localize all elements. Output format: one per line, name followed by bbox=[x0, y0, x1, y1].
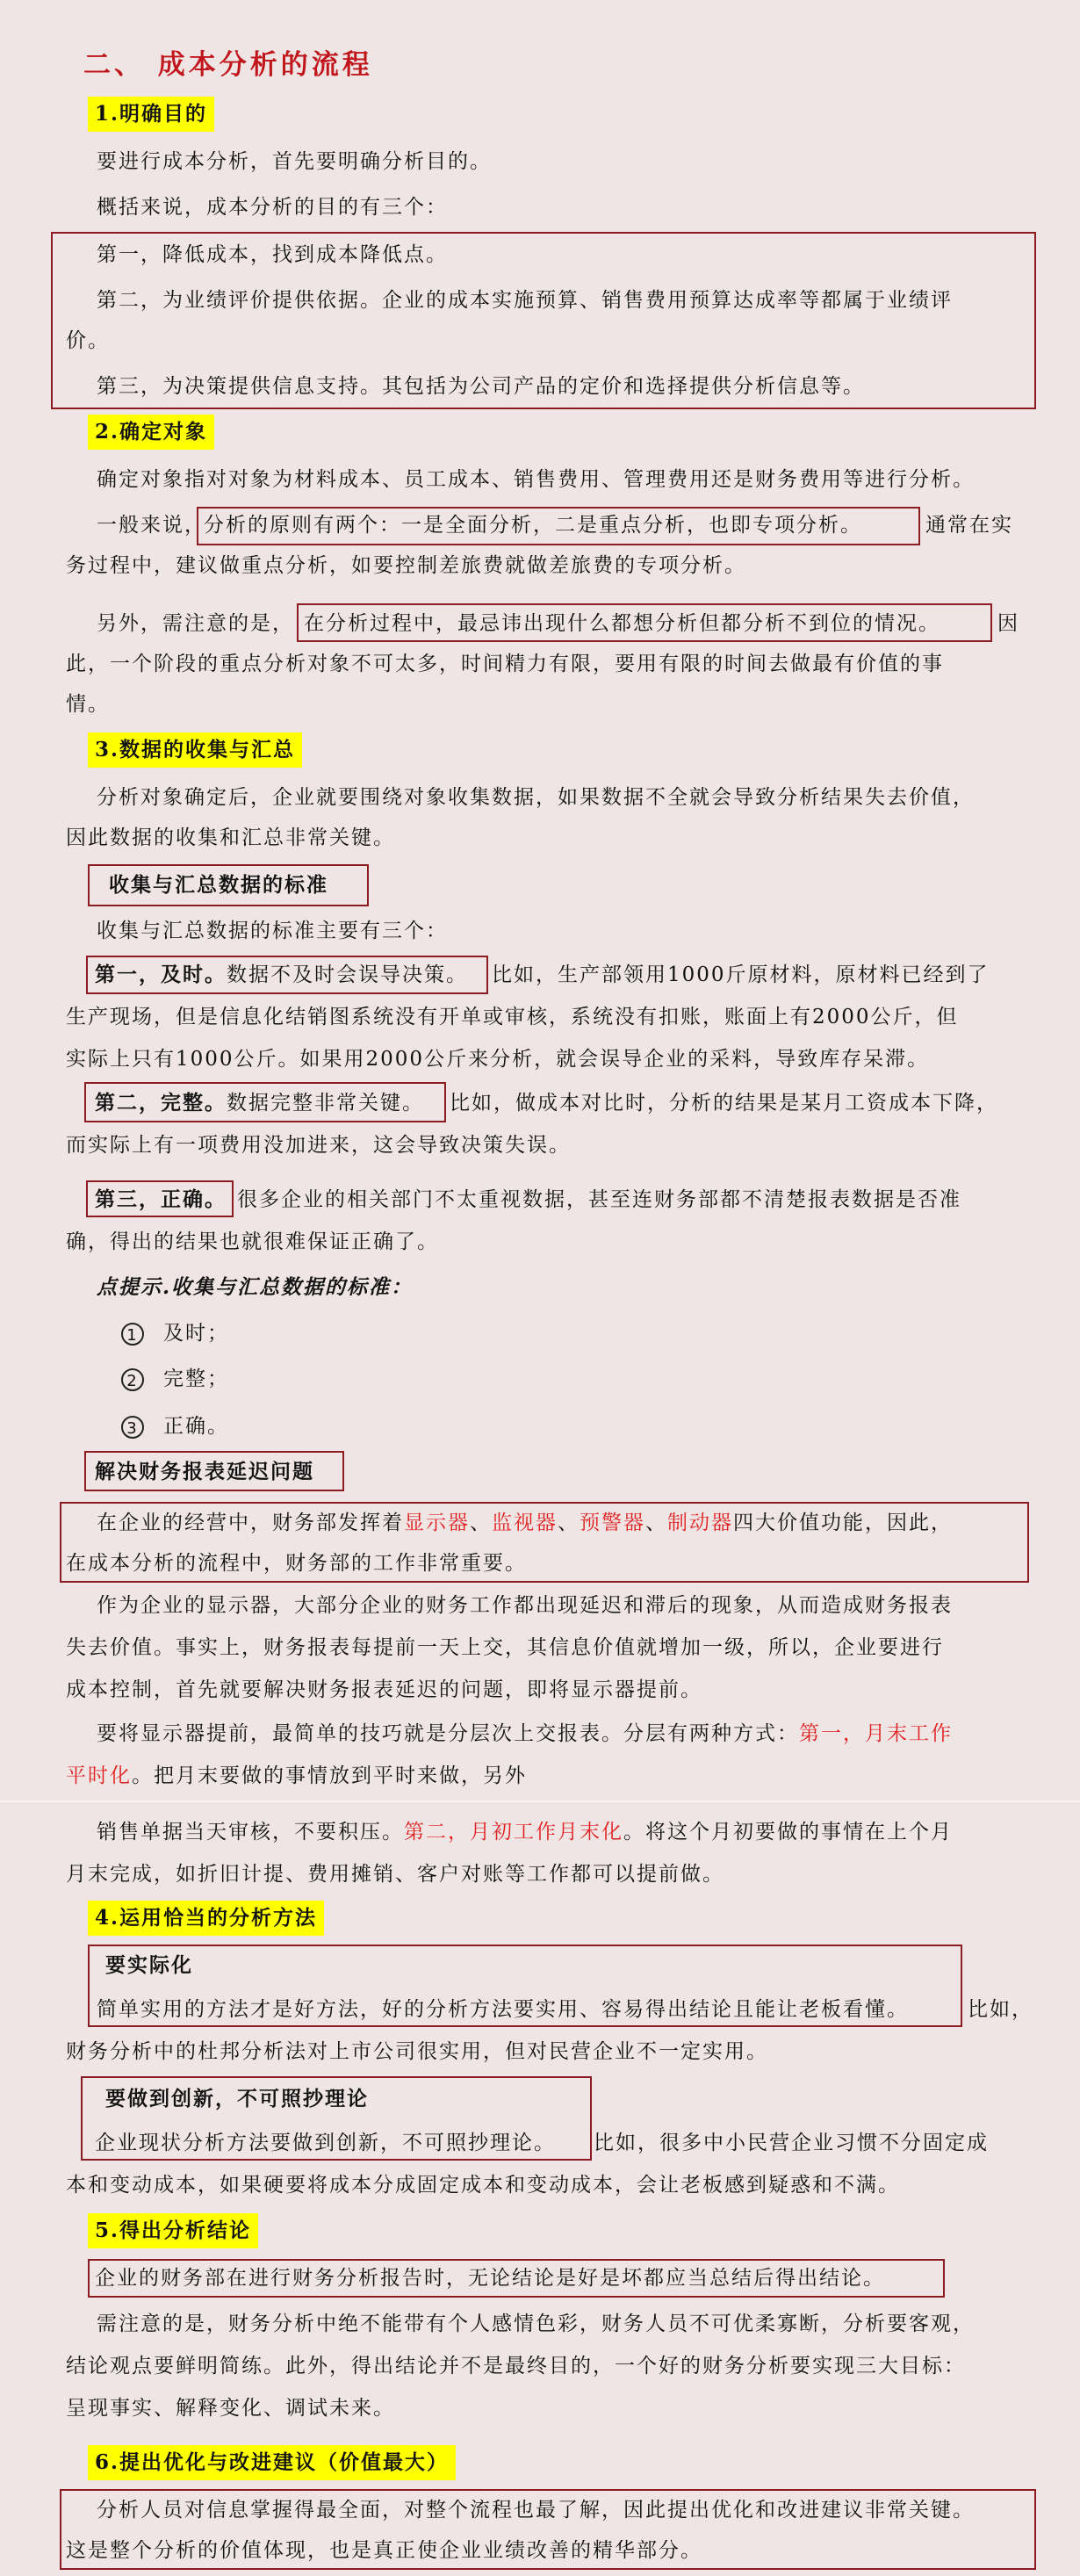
paragraph-start: 另外，需注意的是， bbox=[97, 612, 294, 635]
section-3-heading: 3.数据的收集与汇总 bbox=[88, 732, 302, 768]
paragraph: 比如，做成本对比时，分析的结果是某月工资成本下降， bbox=[450, 1092, 998, 1115]
paragraph: 在成本分析的流程中，财务部的工作非常重要。 bbox=[66, 1552, 527, 1575]
purpose-item: 第二，为业绩评价提供依据。企业的成本实施预算、销售费用预算达成率等都属于业绩评 bbox=[97, 289, 953, 312]
section-6-heading: 6.提出优化与改进建议（价值最大） bbox=[88, 2445, 456, 2480]
paragraph: 比如，很多中小民营企业习惯不分固定成 bbox=[594, 2132, 989, 2154]
boxed-text: 分析的原则有两个：一是全面分析，二是重点分析，也即专项分析。 bbox=[204, 514, 862, 537]
paragraph: 作为企业的显示器，大部分企业的财务工作都出现延迟和滞后的现象，从而造成财务报表 bbox=[97, 1594, 953, 1617]
paragraph-end: 因 bbox=[997, 612, 1019, 635]
circled-number: 2 bbox=[121, 1368, 144, 1391]
subheading: 收集与汇总数据的标准 bbox=[109, 873, 328, 897]
paragraph: 财务分析中的杜邦分析法对上市公司很实用，但对民营企业不一定实用。 bbox=[66, 2040, 768, 2063]
criterion-text: 数据不及时会误导决策。 bbox=[227, 963, 468, 986]
paragraph: 月末完成，如折旧计提、费用摊销、客户对账等工作都可以提前做。 bbox=[66, 1863, 724, 1886]
paragraph: 分析对象确定后，企业就要围绕对象收集数据，如果数据不全就会导致分析结果失去价值， bbox=[97, 786, 975, 809]
criterion bbox=[95, 963, 468, 987]
subheading: 解决财务报表延迟问题 bbox=[95, 1460, 314, 1483]
paragraph: 需注意的是，财务分析中绝不能带有个人感情色彩，财务人员不可优柔寡断，分析要客观， bbox=[97, 2313, 975, 2335]
circled-number: 1 bbox=[121, 1323, 144, 1346]
purpose-item: 第一，降低成本，找到成本降低点。 bbox=[97, 243, 448, 266]
page-title: 二、 成本分析的流程 bbox=[83, 49, 373, 81]
paragraph: 此，一个阶段的重点分析对象不可太多，时间精力有限，要用有限的时间去做最有价值的事 bbox=[66, 653, 944, 675]
purpose-item: 第三，为决策提供信息支持。其包括为公司产品的定价和选择提供分析信息等。 bbox=[97, 375, 865, 398]
boxed-text: 企业现状分析方法要做到创新，不可照抄理论。 bbox=[95, 2132, 556, 2154]
section-4-heading: 4.运用恰当的分析方法 bbox=[88, 1901, 324, 1936]
paragraph: 要将显示器提前，最简单的技巧就是分层次上交报表。分层有两种方式：第一，月末工作 bbox=[97, 1722, 953, 1745]
list-item: 2 完整； bbox=[121, 1367, 229, 1391]
paragraph: 成本控制，首先就要解决财务报表延迟的问题，即将显示器提前。 bbox=[66, 1678, 702, 1701]
list-item: 3 正确。 bbox=[121, 1414, 229, 1439]
boxed-text: 在分析过程中，最忌讳出现什么都想分析但都分析不到位的情况。 bbox=[304, 612, 940, 635]
paragraph: 销售单据当天审核，不要积压。第二，月初工作月末化。将这个月初要做的事情在上个月 bbox=[97, 1821, 953, 1844]
boxed-text: 简单实用的方法才是好方法，好的分析方法要实用、容易得出结论且能让老板看懂。 bbox=[97, 1998, 909, 2021]
paragraph: 本和变动成本，如果硬要将成本分成固定成本和变动成本，会让老板感到疑惑和不满。 bbox=[66, 2174, 900, 2197]
paragraph: 实际上只有1000公斤。如果用2000公斤来分析，就会误导企业的采料，导致库存呆滞。 bbox=[66, 1048, 930, 1071]
circled-number: 3 bbox=[121, 1416, 144, 1439]
paragraph-start: 一般来说， bbox=[97, 514, 206, 537]
purpose-item-cont: 价。 bbox=[66, 329, 110, 352]
paragraph: 概括来说，成本分析的目的有三个： bbox=[97, 196, 448, 219]
paragraph: 确定对象指对对象为材料成本、员工成本、销售费用、管理费用还是财务费用等进行分析。 bbox=[97, 468, 975, 491]
paragraph: 确，得出的结果也就很难保证正确了。 bbox=[66, 1230, 439, 1253]
paragraph: 呈现事实、解释变化、调试未来。 bbox=[66, 2397, 395, 2420]
paragraph: 收集与汇总数据的标准主要有三个： bbox=[97, 920, 448, 942]
paragraph: 比如，生产部领用1000斤原材料，原材料已经到了 bbox=[492, 963, 990, 986]
paragraph: 生产现场，但是信息化结销图系统没有开单或审核，系统没有扣账，账面上有2000公斤，但 bbox=[66, 1006, 959, 1028]
paragraph: 而实际上有一项费用没加进来，这会导致决策失误。 bbox=[66, 1134, 571, 1157]
paragraph: 平时化。把月末要做的事情放到平时来做，另外 bbox=[66, 1764, 527, 1787]
criterion-label: 第二，完整。 bbox=[95, 1091, 227, 1115]
criterion bbox=[95, 1091, 424, 1115]
criterion-label: 第一，及时。 bbox=[95, 963, 227, 986]
paragraph: 要进行成本分析，首先要明确分析目的。 bbox=[97, 150, 492, 173]
page-break bbox=[0, 1800, 1080, 1802]
list-item: 1 及时； bbox=[121, 1321, 229, 1346]
paragraph-end: 比如， bbox=[968, 1998, 1033, 2021]
paragraph: 结论观点要鲜明简练。此外，得出结论并不是最终目的，一个好的财务分析要实现三大目标： bbox=[66, 2355, 966, 2378]
paragraph-end: 通常在实 bbox=[925, 514, 1013, 537]
section-2-heading: 2.确定对象 bbox=[88, 415, 214, 450]
criterion-label: 第三，正确。 bbox=[95, 1187, 227, 1211]
section-5-heading: 5.得出分析结论 bbox=[88, 2213, 258, 2248]
section-1-heading: 1.明确目的 bbox=[88, 97, 214, 132]
paragraph: 分析人员对信息掌握得最全面，对整个流程也最了解，因此提出优化和改进建议非常关键。 bbox=[97, 2499, 975, 2522]
paragraph: 务过程中，建议做重点分析，如要控制差旅费就做差旅费的专项分析。 bbox=[66, 554, 746, 577]
paragraph: 失去价值。事实上，财务报表每提前一天上交，其信息价值就增加一级，所以，企业要进行 bbox=[66, 1636, 944, 1659]
paragraph: 在企业的经营中，财务部发挥着显示器、监视器、预警器、制动器四大价值功能，因此， bbox=[97, 1512, 953, 1534]
paragraph: 很多企业的相关部门不太重视数据，甚至连财务部都不清楚报表数据是否准 bbox=[237, 1188, 961, 1211]
paragraph: 因此数据的收集和汇总非常关键。 bbox=[66, 826, 395, 849]
paragraph: 这是整个分析的价值体现，也是真正使企业业绩改善的精华部分。 bbox=[66, 2539, 702, 2562]
subheading: 要实际化 bbox=[105, 1953, 193, 1977]
tip-heading: 点提示.收集与汇总数据的标准： bbox=[97, 1275, 414, 1299]
criterion-text: 数据完整非常关键。 bbox=[227, 1092, 424, 1115]
paragraph: 情。 bbox=[66, 693, 110, 716]
subheading: 要做到创新，不可照抄理论 bbox=[105, 2087, 369, 2111]
boxed-text: 企业的财务部在进行财务分析报告时，无论结论是好是坏都应当总结后得出结论。 bbox=[95, 2267, 885, 2290]
